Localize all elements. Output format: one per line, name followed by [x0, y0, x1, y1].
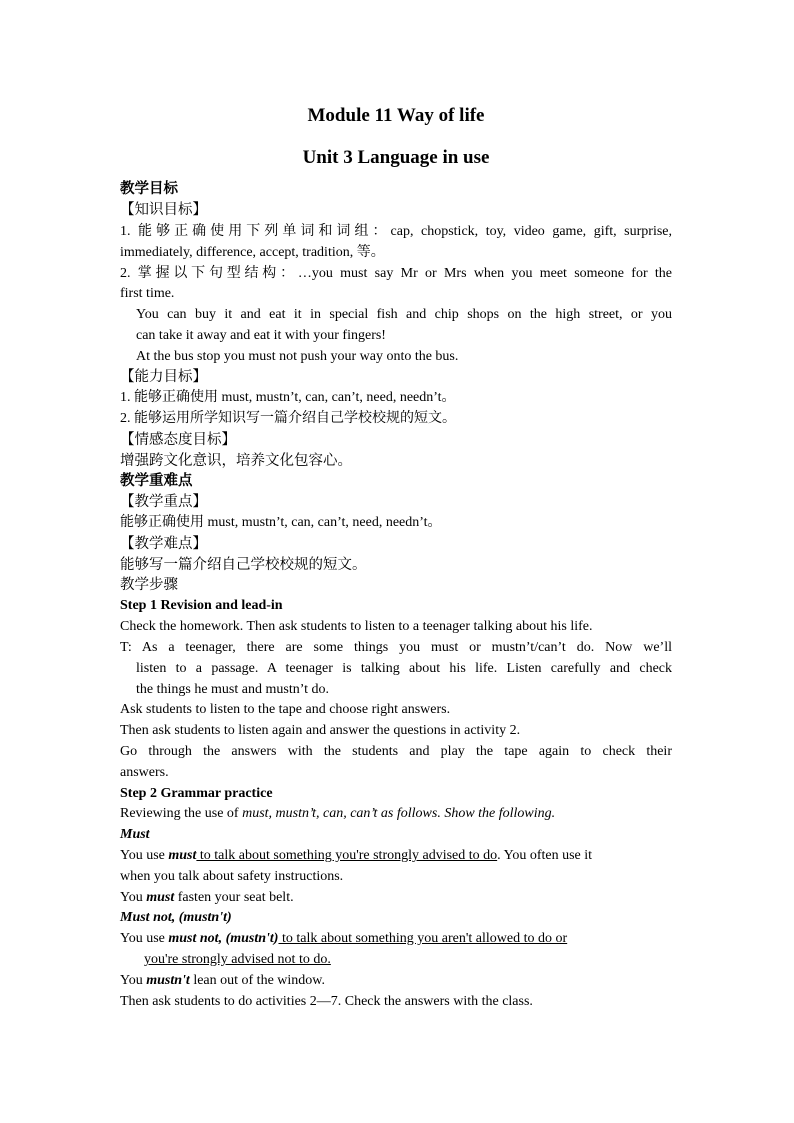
must-heading: Must — [120, 827, 150, 842]
must-definition-line2: when you talk about safety instructions. — [120, 869, 344, 884]
step1-paragraph-4: Then ask students to listen again and answer the questions in activity 2. — [120, 723, 521, 738]
must-ex-you: You — [120, 890, 147, 905]
mustnot-heading: Must not, (mustn't) — [120, 910, 232, 925]
key-points-text: 能够正确使用 must, mustn’t, can, can’t, need, needn’t。 — [120, 515, 442, 530]
must-def-you-use: You use — [120, 848, 169, 863]
must-ex-rest: fasten your seat belt. — [174, 890, 294, 905]
mustnot-ex-you: You — [120, 973, 147, 988]
unit-title: Unit 3 Language in use — [302, 147, 490, 168]
step1-title: Step 1 Revision and lead-in — [120, 598, 283, 613]
must-def-term: must — [168, 848, 197, 863]
step1-paragraph-2-line2: listen to a passage. A teenager is talking about his life. Listen carefully and check — [136, 661, 672, 676]
step2-final-line: Then ask students to do activities 2—7. Check the answers with the class. — [120, 994, 533, 1009]
step1-paragraph-1: Check the homework. Then ask students to listen to a teenager talking about his life. — [120, 619, 593, 634]
example-sentence-1-line1: You can buy it and eat it in special fish and chip shops on the high street, or you — [136, 307, 672, 322]
key-difficult-heading: 教学重难点 — [120, 473, 193, 489]
attitude-label: 【情感态度目标】 — [120, 432, 236, 448]
step1-paragraph-2-line3: the things he must and mustn’t do. — [136, 682, 330, 697]
mustnot-definition-line1 — [120, 929, 567, 949]
objectives-heading: 教学目标 — [120, 181, 178, 197]
example-sentence-2: At the bus stop you must not push your way onto the bus. — [136, 349, 459, 364]
step1-paragraph-5-line2: answers. — [120, 765, 169, 780]
step2-review-line — [120, 804, 555, 824]
step1-paragraph-5-line1: Go through the answers with the students and play the tape again to check their — [120, 744, 672, 759]
must-def-rest: . You often use it — [497, 848, 593, 863]
review-prefix: Reviewing the use of — [120, 806, 243, 821]
knowledge-item2-line1: 2. 掌握以下句型结构：…you must say Mr or Mrs when you meet someone for the — [120, 266, 672, 281]
difficult-points-text: 能够写一篇介绍自己学校校规的短文。 — [120, 557, 367, 573]
steps-heading: 教学步骤 — [120, 577, 178, 593]
must-ex-term: must — [146, 890, 175, 905]
attitude-text: 增强跨文化意识，培养文化包容心。 — [120, 453, 352, 469]
example-sentence-1-line2: can take it away and eat it with your fingers! — [136, 328, 386, 343]
mustnot-def-underlined-1: to talk about something you aren't allowed to do or — [278, 931, 568, 946]
key-points-label: 【教学重点】 — [120, 494, 207, 510]
knowledge-item2-line2: first time. — [120, 286, 175, 301]
ability-item2: 2. 能够运用所学知识写一篇介绍自己学校校规的短文。 — [120, 411, 456, 426]
must-definition-line1 — [120, 846, 592, 866]
mustnot-def-term: must not, (mustn't) — [168, 931, 279, 946]
mustnot-def-you-use: You use — [120, 931, 169, 946]
mustnot-ex-term: mustn't — [146, 973, 190, 988]
mustnot-example — [120, 971, 325, 991]
step1-paragraph-2-line1: T: As a teenager, there are some things you must or mustn’t/can’t do. Now we’ll — [120, 640, 672, 655]
must-def-underlined: to talk about something you're strongly advised to do — [196, 848, 498, 863]
difficult-points-label: 【教学难点】 — [120, 536, 207, 552]
step2-title: Step 2 Grammar practice — [120, 786, 273, 801]
ability-label: 【能力目标】 — [120, 369, 207, 385]
must-example — [120, 888, 294, 908]
module-title: Module 11 Way of life — [307, 105, 485, 126]
mustnot-ex-rest: lean out of the window. — [189, 973, 325, 988]
knowledge-item1-line2: immediately, difference, accept, tradition, 等。 — [120, 245, 385, 260]
mustnot-def-underlined-2: you're strongly advised not to do. — [144, 952, 331, 967]
step1-paragraph-3: Ask students to listen to the tape and choose right answers. — [120, 702, 451, 717]
knowledge-item1-line1: 1. 能够正确使用下列单词和词组：cap, chopstick, toy, video game, gift, surprise, — [120, 224, 672, 239]
knowledge-label: 【知识目标】 — [120, 202, 207, 218]
mustnot-definition-line2 — [144, 950, 672, 970]
ability-item1: 1. 能够正确使用 must, mustn’t, can, can’t, need, needn’t。 — [120, 390, 456, 405]
review-italic: must, mustn’t, can, can’t as follows. Show the following. — [242, 806, 556, 821]
